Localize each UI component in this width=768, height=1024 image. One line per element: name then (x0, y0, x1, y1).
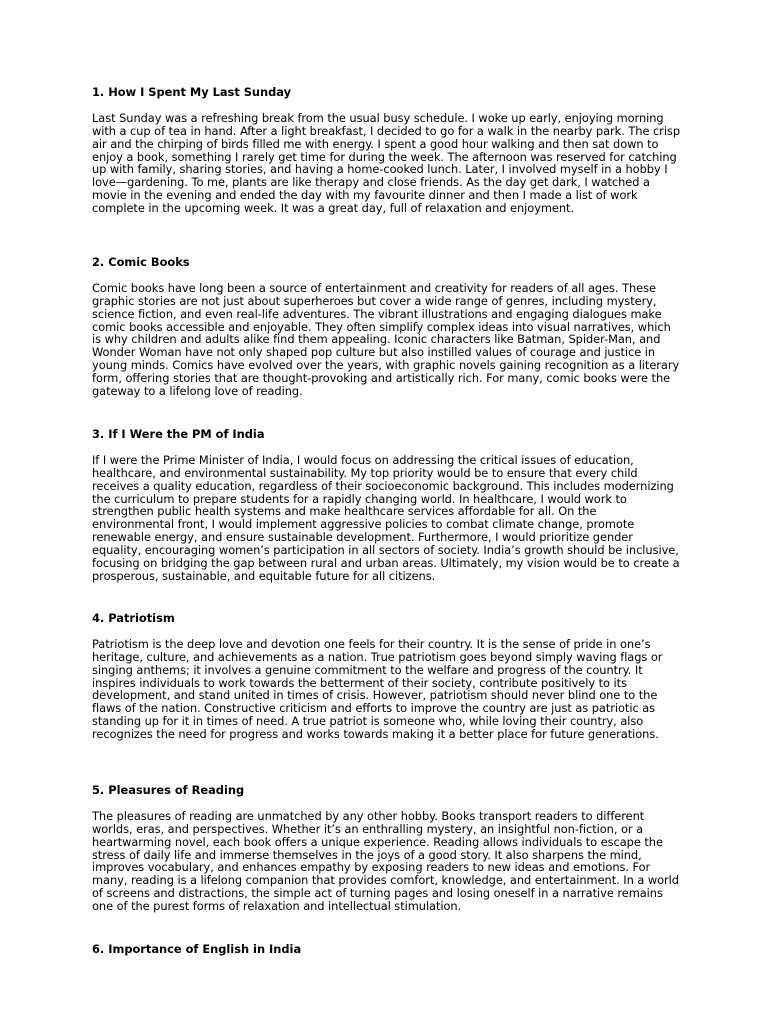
essay-section-patriotism (92, 610, 682, 772)
essay-title: 3. If I Were the PM of India (92, 427, 265, 441)
essay-section-pm-of-india (92, 426, 682, 600)
essay-section-comic-books (92, 254, 682, 416)
essay-paragraph: Comic books have long been a source of entertainment and creativity for readers of all ages. These graphic stories are not just about superheroes but cover a wide range of genres, including mystery, science fiction, and even real-life adventures. The vibrant illustrations and engaging dialogues make comic books accessible and enjoyable. They often simplify complex ideas into visual narratives, which is why children and adults alike find them appealing. Iconic characters like Batman, Spider-Man, and Wonder Woman have not only shaped pop culture but also instilled values of courage and justice in young minds. Comics have evolved over the years, with graphic novels gaining recognition as a literary form, offering stories that are thought-provoking and artistically rich. For many, comic books were the gateway to a lifelong love of reading. (92, 281, 680, 398)
essay-section-pleasures-of-reading (92, 782, 682, 931)
essay-paragraph: Last Sunday was a refreshing break from the usual busy schedule. I woke up early, enjoying morning with a cup of tea in hand. After a light breakfast, I decided to go for a walk in the nearby park. The crisp air and the chirping of birds filled me with energy. I spent a good hour walking and then sat down to enjoy a book, something I rarely get time for during the week. The afternoon was reserved for catching up with family, sharing stories, and having a home-cooked lunch. Later, I involved myself in a hobby I love—gardening. To me, plants are like therapy and close friends. As the day get dark, I watched a movie in the evening and ended the day with my favourite dinner and then I made a list of work complete in the upcoming week. It was a great day, full of relaxation and enjoyment. (92, 111, 680, 215)
essay-paragraph: The pleasures of reading are unmatched by any other hobby. Books transport readers to different worlds, eras, and perspectives. Whether it’s an enthralling mystery, an insightful non-fiction, or a heartwarming novel, each book offers a unique experience. Reading allows individuals to escape the stress of daily life and immerse themselves in the joys of a good story. It also sharpens the mind, improves vocabulary, and enhances empathy by exposing readers to new ideas and emotions. For many, reading is a lifelong companion that provides comfort, knowledge, and entertainment. In a world of screens and distractions, the simple act of turning pages and losing oneself in a narrative remains one of the purest forms of relaxation and intellectual stimulation. (92, 809, 679, 913)
document-page (92, 84, 682, 981)
essay-title: 1. How I Spent My Last Sunday (92, 85, 292, 99)
essay-paragraph: Patriotism is the deep love and devotion one feels for their country. It is the sense of pride in one’s heritage, culture, and achievements as a nation. True patriotism goes beyond simply waving flags or singing anthems; it involves a genuine commitment to the welfare and progress of the country. It inspires individuals to work towards the betterment of their society, contribute positively to its development, and stand united in times of crisis. However, patriotism should never blind one to the flaws of the nation. Constructive criticism and efforts to improve the country are just as patriotic as standing up for it in times of need. A true patriot is someone who, while loving their country, also recognizes the need for progress and works towards making it a better place for future generations. (92, 637, 663, 741)
essay-paragraph: If I were the Prime Minister of India, I would focus on addressing the critical issues of education, healthcare, and environmental sustainability. My top priority would be to ensure that every child receives a quality education, regardless of their socioeconomic background. This includes modernizing the curriculum to prepare students for a rapidly changing world. In healthcare, I would work to strengthen public health systems and make healthcare services affordable for all. On the environmental front, I would implement aggressive policies to combat climate change, promote renewable energy, and ensure sustainable development. Furthermore, I would prioritize gender equality, encouraging women’s participation in all sectors of society. India’s growth should be inclusive, focusing on bridging the gap between rural and urban areas. Ultimately, my vision would be to create a prosperous, sustainable, and equitable future for all citizens. (92, 453, 680, 583)
essay-section-sunday (92, 84, 682, 244)
essay-title: 2. Comic Books (92, 255, 190, 269)
essay-section-english-in-india (92, 941, 682, 971)
essay-title: 4. Patriotism (92, 611, 175, 625)
essay-title: 5. Pleasures of Reading (92, 783, 245, 797)
essay-title: 6. Importance of English in India (92, 942, 302, 956)
